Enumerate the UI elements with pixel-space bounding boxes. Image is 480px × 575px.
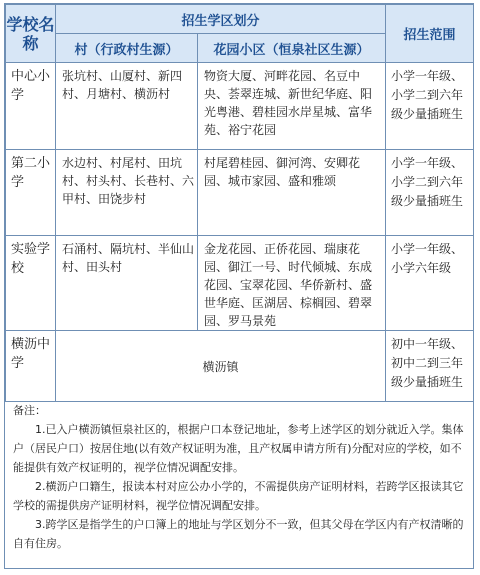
table-row [6, 331, 474, 402]
table-row [6, 236, 474, 331]
header-garden-community: 花园小区（恒泉社区生源） [198, 34, 386, 63]
town-district: 横沥镇 [56, 331, 386, 402]
village-list: 石涌村、隔坑村、半仙山村、田头村 [56, 236, 198, 331]
school-name: 横沥中学 [6, 331, 56, 402]
note-item-2: 2.横沥户口籍生，报读本村对应公办小学的，不需提供房产证明材料，若跨学区报读其它学校的需提供房产证明材料，视学位情况调配安排。 [13, 480, 464, 512]
table-row [6, 150, 474, 236]
enrollment-scope: 小学一年级、小学六年级 [386, 236, 474, 331]
school-name: 实验学校 [6, 236, 56, 331]
table-row [6, 63, 474, 150]
garden-list: 村尾碧桂园、御河湾、安卿花园、城市家园、盛和雅颂 [198, 150, 386, 236]
header-enrollment-scope: 招生范围 [386, 5, 474, 63]
enrollment-district-table-panel [4, 3, 474, 569]
note-item-1: 1.已入户横沥镇恒泉社区的，根据户口本登记地址，参考上述学区的划分就近入学。集体户（居民户口）按居住地(以有效产权证明为准，且产权属申请方所有)分配对应的学校，如不能提供有效产权证明的，视学位情况调配安排。 [13, 423, 464, 474]
note-item-3: 3.跨学区是指学生的户口簿上的地址与学区划分不一致，但其父母在学区内有产权清晰的自有住房。 [13, 518, 464, 550]
garden-list: 金龙花园、正侨花园、瑞康花园、御江一号、时代倾城、东成花园、宝翠花园、华侨新村、盛世华庭、匡湖居、棕榈园、碧翠园、罗马景苑 [198, 236, 386, 331]
header-district-division: 招生学区划分 [56, 5, 386, 34]
header-school-name: 学校名称 [6, 5, 56, 63]
school-name: 第二小学 [6, 150, 56, 236]
village-list: 水边村、村尾村、田坑村、村头村、长巷村、六甲村、田饶步村 [56, 150, 198, 236]
enrollment-scope: 初中一年级、初中二到三年级少量插班生 [386, 331, 474, 402]
enrollment-scope: 小学一年级、小学二到六年级少量插班生 [386, 63, 474, 150]
village-list: 张坑村、山厦村、新四村、月塘村、横沥村 [56, 63, 198, 150]
notes-title: 备注： [13, 404, 46, 417]
enrollment-scope: 小学一年级、小学二到六年级少量插班生 [386, 150, 474, 236]
garden-list: 物资大厦、河畔花园、名豆中央、荟翠连城、新世纪华庭、阳光粤港、碧桂园水岸星城、富华苑、裕宁花园 [198, 63, 386, 150]
notes-section [13, 401, 469, 553]
district-table [5, 4, 474, 402]
school-name: 中心小学 [6, 63, 56, 150]
header-village: 村（行政村生源） [56, 34, 198, 63]
